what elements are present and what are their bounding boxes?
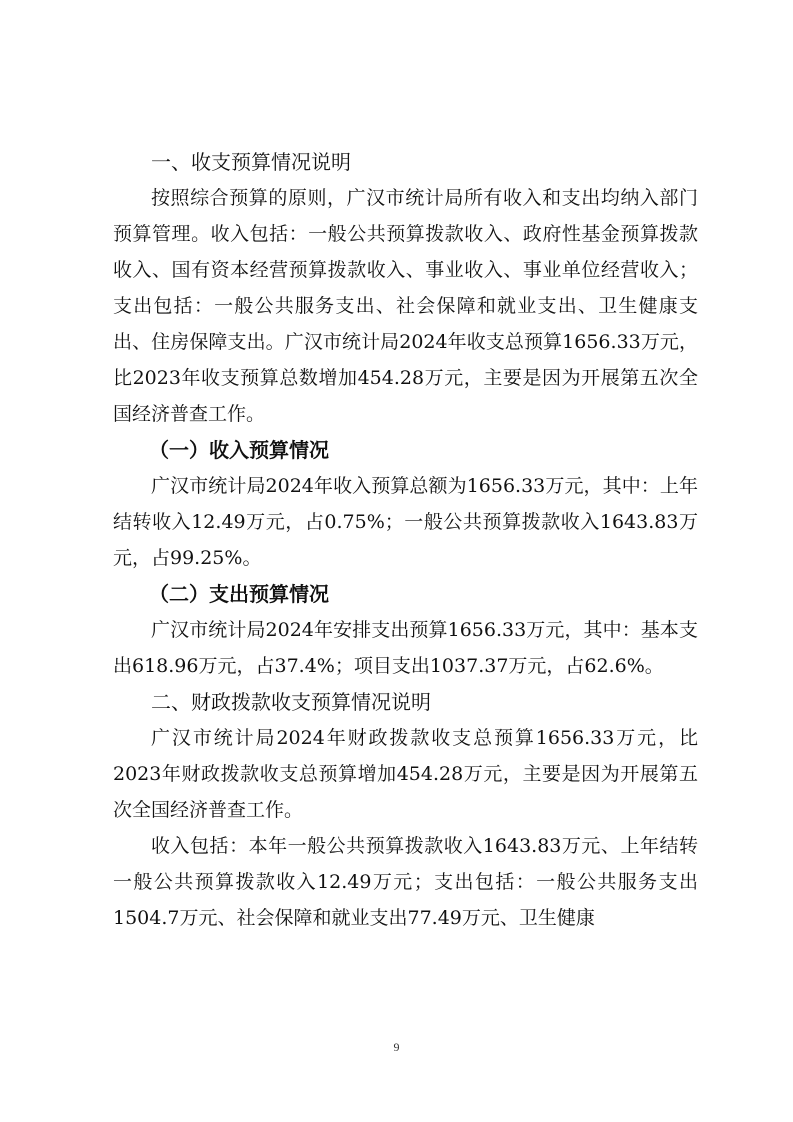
page-number: 9 [393,1040,400,1054]
section-1-paragraph: 按照综合预算的原则，广汉市统计局所有收入和支出均纳入部门预算管理。收入包括：一般公共预算拨款收入、政府性基金预算拨款收入、国有资本经营预算拨款收入、事业收入、事业单位经营收入；支出包括：一般公共服务支出、社会保障和就业支出、卫生健康支出、住房保障支出。广汉市统计局2024年收支总预算1656.33万元，比2023年收支预算总数增加454.28万元，主要是因为开展第五次全国经济普查工作。 [113,187,698,425]
section-2-paragraph-1: 广汉市统计局2024年财政拨款收支总预算1656.33万元，比2023年财政拨款收支总预算增加454.28万元，主要是因为开展第五次全国经济普查工作。 [113,727,698,821]
section-2-paragraph-2: 收入包括：本年一般公共预算拨款收入1643.83万元、上年结转一般公共预算拨款收入12.49万元；支出包括：一般公共服务支出1504.7万元、社会保障和就业支出77.49万元、卫生健康 [113,835,698,929]
subheading-expenditure-budget: （二）支出预算情况 [149,582,329,606]
subheading-income-budget: （一）收入预算情况 [149,438,329,462]
section-heading-1: 一、收支预算情况说明 [151,150,351,174]
income-budget-paragraph: 广汉市统计局2024年收入预算总额为1656.33万元，其中：上年结转收入12.49万元，占0.75%；一般公共预算拨款收入1643.83万元，占99.25%。 [113,475,698,569]
document-body [113,144,698,936]
section-heading-2: 二、财政拨款收支预算情况说明 [151,690,431,714]
expenditure-budget-paragraph: 广汉市统计局2024年安排支出预算1656.33万元，其中：基本支出618.96万元，占37.4%；项目支出1037.37万元，占62.6%。 [113,619,698,677]
